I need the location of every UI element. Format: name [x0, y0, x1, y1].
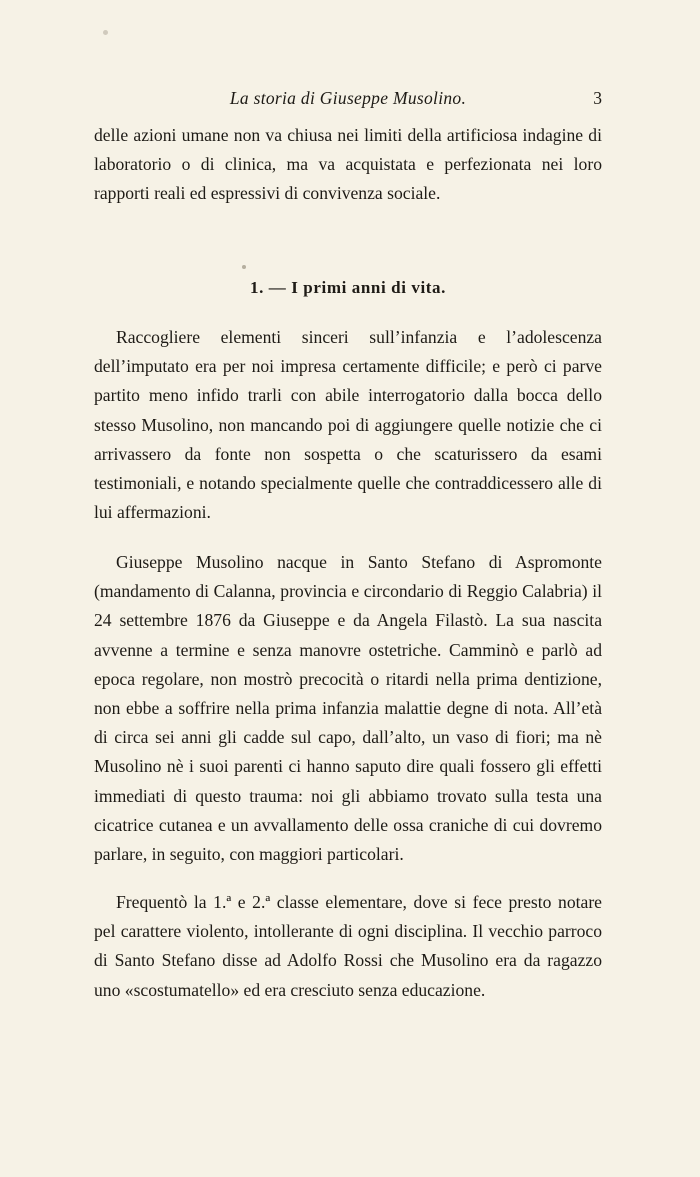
paper-speck: [242, 265, 246, 269]
section-paragraph: Frequentò la 1.ª e 2.ª classe elementare, dove si fece presto notare pel carattere violento, intollerante di ogni disciplina. Il vecchio parroco di Santo Stefano disse ad Adolfo Rossi che Musolino era da ragazzo uno «scostumatello» ed era cresciuto senza educazione.: [94, 892, 602, 1000]
section-paragraph-2-block: [94, 548, 602, 869]
page-number: 3: [593, 88, 602, 108]
section-paragraph-3-block: [94, 888, 602, 1005]
section-paragraph: Giuseppe Musolino nacque in Santo Stefano di Aspromonte (mandamento di Calanna, provincia e circondario di Reggio Calabria) il 24 settembre 1876 da Giuseppe e da Angela Filastò. La sua nascita avvenne a termine e senza manovre ostetriche. Camminò e parlò ad epoca regolare, non mostrò precocità o ritardi nella prima dentizione, non ebbe a soffrire nella prima infanzia malattie degne di nota. All’età di circa sei anni gli cadde sul capo, dall’alto, un vaso di fiori; ma nè Musolino nè i suoi parenti ci hanno saputo dire quali fossero gli effetti immediati di questo trauma: noi gli abbiamo trovato sulla testa una cicatrice cutanea e un avvallamento delle ossa craniche di cui dovremo parlare, in seguito, con maggiori particolari.: [94, 552, 602, 865]
section-paragraph: Raccogliere elementi sinceri sull’infanzia e l’adolescenza dell’imputato era per noi impresa certamente difficile; e però ci parve partito meno infido trarli con abile interrogatorio dalla bocca dello stesso Musolino, non mancando poi di aggiungere quelle notizie che ci arrivassero da fonte non sospetta o che scaturissero da esami testimoniali, e notando specialmente quelle che contraddicessero alle di lui affermazioni.: [94, 327, 602, 523]
section-paragraph-1-block: [94, 323, 602, 527]
section-heading: 1. — I primi anni di vita.: [249, 278, 447, 297]
paper-speck: [103, 30, 108, 35]
running-header: [94, 88, 602, 112]
intro-block: [94, 121, 602, 209]
running-title: La storia di Giuseppe Musolino.: [229, 88, 467, 108]
intro-paragraph: delle azioni umane non va chiusa nei limiti della artificiosa indagine di laboratorio o di clinica, ma va acquistata e perfezionata nei loro rapporti reali ed espressivi di convivenza sociale.: [94, 125, 602, 204]
